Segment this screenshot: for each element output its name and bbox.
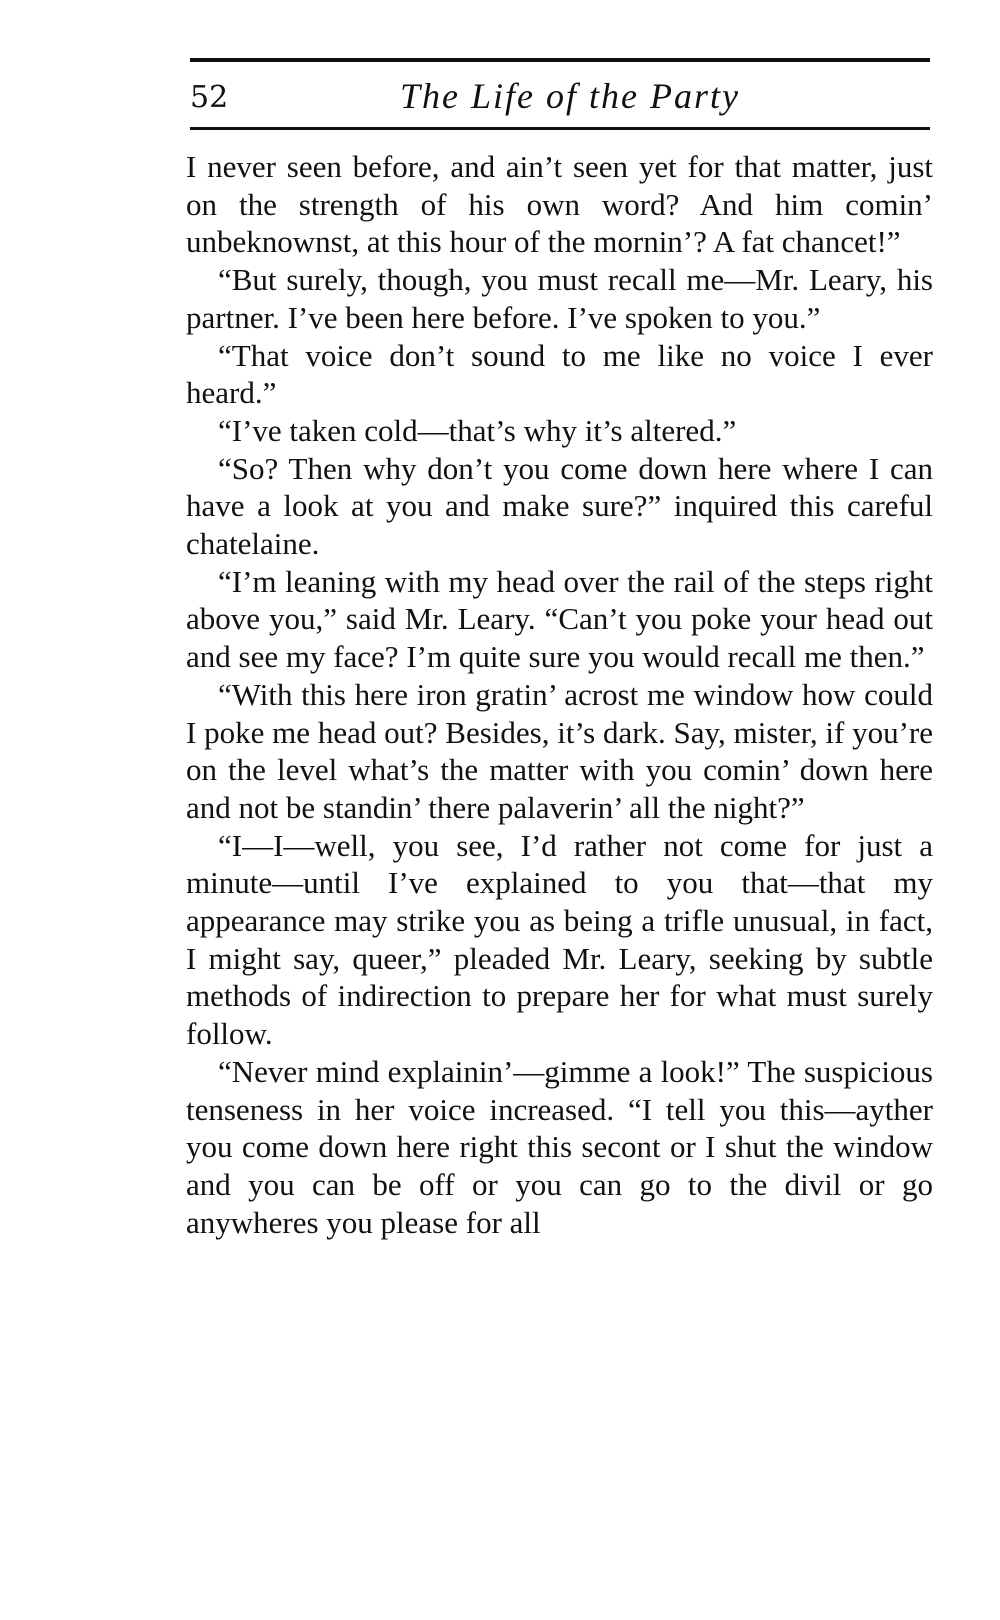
paragraph: “I’m leaning with my head over the rail of the steps right above you,” said Mr. Leary. “Can’t you poke your head out and see my face? I’m quite sure you would recall me then.” (186, 563, 933, 675)
paragraph: “But surely, though, you must recall me—Mr. Leary, his partner. I’ve been here before. I’ve spoken to you.” (186, 262, 933, 335)
paragraph: “Never mind explainin’—gimme a look!” The suspicious tenseness in her voice increased. “I tell you this—ayther you come down here right this secont or I shut the window and you can be off or you can go to the divil or go anywheres you please for all (186, 1053, 933, 1240)
body-text (186, 148, 933, 1241)
paragraph: “That voice don’t sound to me like no voice I ever heard.” (186, 337, 933, 411)
header-top-rule (190, 58, 930, 62)
page-number: 52 (190, 80, 229, 115)
paragraph: “So? Then why don’t you come down here where I can have a look at you and make sure?” inquired this careful chatelaine. (186, 450, 933, 562)
running-header (190, 70, 930, 122)
paragraph: “With this here iron gratin’ acrost me window how could I poke me head out? Besides, it’s dark. Say, mister, if you’re on the level what’s the matter with you comin’ down here and not be standin’ there palaverin’ all the night?” (186, 676, 933, 825)
running-title: The Life of the Party (400, 76, 740, 116)
paragraph: “I’ve taken cold—that’s why it’s altered.” (218, 412, 737, 448)
paragraph: “I—I—well, you see, I’d rather not come for just a minute—until I’ve explained to you that—that my appearance may strike you as being a trifle unusual, in fact, I might say, queer,” pleaded Mr. Leary, seeking by subtle methods of indirection to prepare her for what must surely follow. (186, 827, 933, 1052)
paragraph-continued: I never seen before, and ain’t seen yet for that matter, just on the strength of his own word? And him comin’ unbeknownst, at this hour of the mornin’? A fat chancet!” (186, 149, 933, 260)
header-bottom-rule (190, 127, 930, 130)
